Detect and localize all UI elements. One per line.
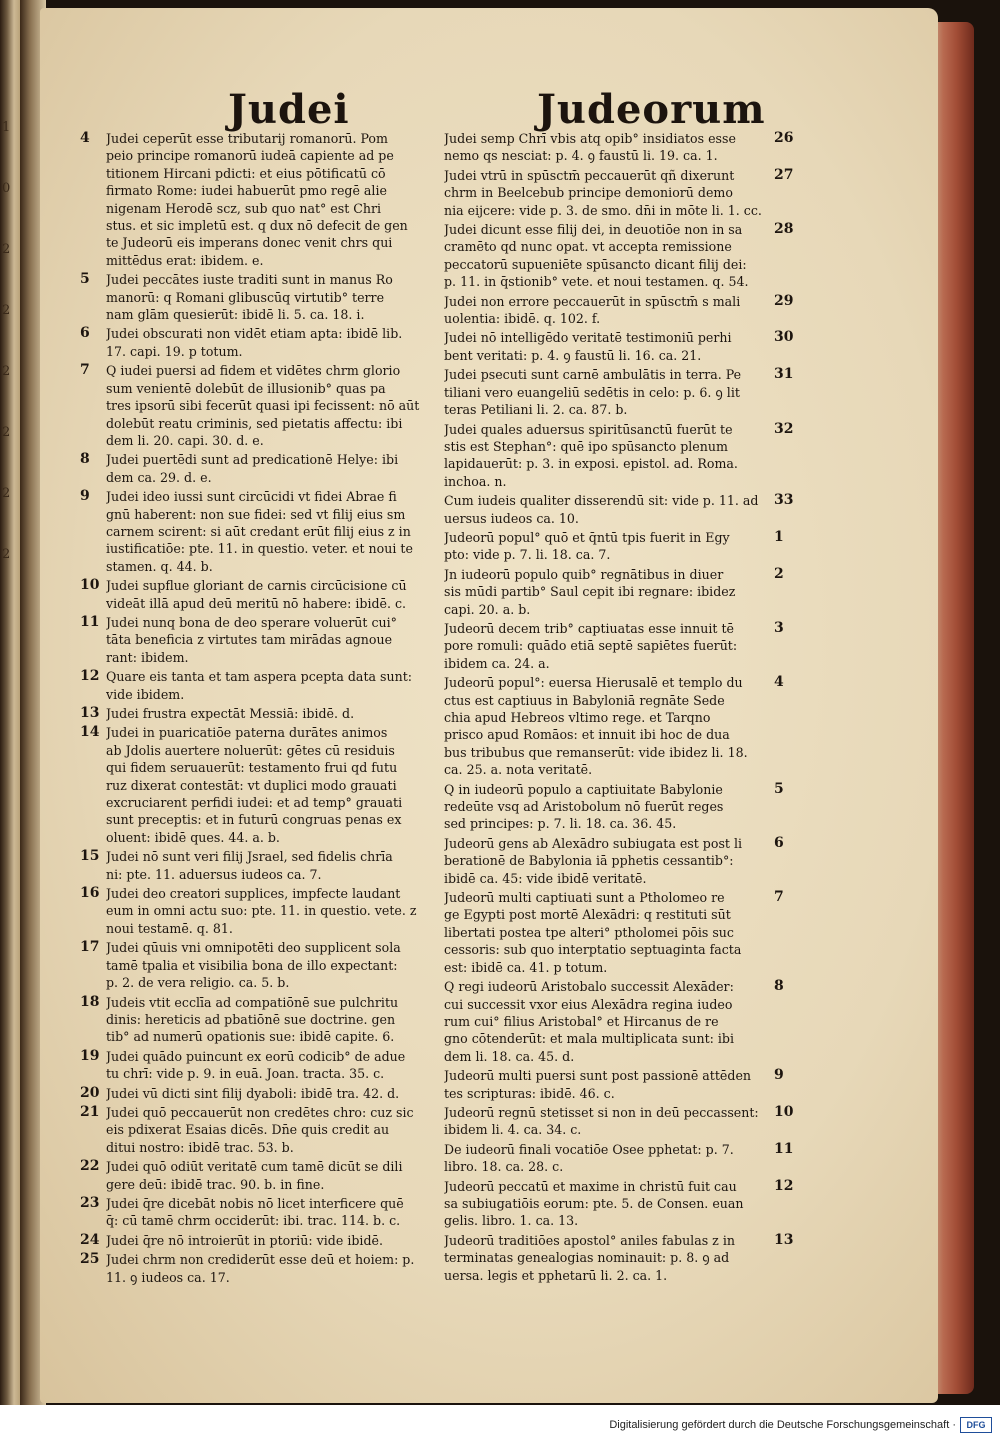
entry-line: Judei q̄re nō introierūt in ptoriū: vide ibidē. [106,1232,383,1248]
entry-line: stamen. q. 44. b. [106,558,213,574]
entry-line: peccatorū supueniēte spūsancto dicant filij dei: [444,256,747,272]
entry-line: excruciarent perfidi iudei: et ad temp° grauati [106,795,403,811]
entry-line: Judei in puaricatiōe paterna durātes animos [106,725,388,741]
index-entry [80,1085,436,1102]
entry-line: tres ipsorū sibi fecerūt quasi ipi fecissent: nō aūt [106,398,420,414]
entry-number: 8 [774,978,784,995]
entry-number: 26 [774,130,794,146]
prev-page-mark: 2 [2,364,11,379]
entry-number: 32 [774,420,794,437]
heading-right: Judeorum [537,86,766,133]
index-entry [80,362,436,449]
entry-number: 7 [774,889,784,906]
right-column [444,130,800,1286]
entry-line: Judeorū multi captiuati sunt a Ptholomeo re [444,890,725,906]
entry-line: eum in omni actu suo: pte. 11. in questio. vete. z [106,903,417,919]
entry-line: tib° ad numerū opationis sue: ibidē capite. 6. [106,1029,395,1045]
entry-line: dolebūt reatu criminis, sed pietatis affectu: ibi [106,415,403,431]
index-entry [80,1195,436,1230]
index-entry [444,674,800,778]
entry-number: 19 [80,1047,100,1064]
entry-number: 9 [80,488,90,505]
entry-line: stus. et sic impletū est. q dux nō defecit de gen [106,218,408,234]
entry-line: Judei quō odiūt veritatē cum tamē dicūt se dili [106,1159,403,1175]
entry-line: ditui nostro: ibidē trac. 53. b. [106,1139,294,1155]
index-entry [444,421,800,491]
entry-line: iustificatiōe: pte. 11. in questio. veter. et noui te [106,541,413,557]
entry-line: sa subiugatiōis eorum: pte. 5. de Consen. euan [444,1195,744,1211]
entry-line: Judei nunq bona de deo sperare voluerūt cui° [106,614,397,630]
previous-page-margin-marks [2,120,18,608]
entry-line: 11. ꝯ iudeos ca. 17. [106,1269,230,1285]
index-entry [80,705,436,722]
entry-line: Judeorū decem trib° captiuatas esse innuit tē [444,620,734,636]
entry-line: dem ca. 29. d. e. [106,469,212,485]
index-entry [80,994,436,1046]
entry-number: 5 [80,271,90,288]
entry-number: 9 [774,1067,784,1084]
entry-line: Judeorū multi puersi sunt post passionē attēden [444,1068,752,1084]
entry-number: 10 [80,577,100,594]
entry-number: 8 [80,451,90,468]
entry-number: 15 [80,848,100,865]
entry-line: rant: ibidem. [106,649,189,665]
entry-line: ab Jdolis auertere noluerūt: gētes cū residuis [106,742,395,758]
index-entry [80,668,436,703]
entry-line: Judeorū popul°: euersa Hierusalē et templo du [444,675,743,691]
entry-line: nigenam Herodē scz, sub quo nat° est Chri [106,200,382,216]
entry-line: Judeis vtit ecclīa ad compatiōnē sue pulchritu [106,994,399,1010]
entry-line: ibidem ca. 24. a. [444,655,550,671]
index-entry [80,1048,436,1083]
entry-line: terminatas genealogias nominauit: p. 8. ꝯ ad [444,1250,730,1266]
entry-line: titionem Hircani pdicti: et eius pōtificatū cō [106,165,386,181]
index-entry [80,614,436,666]
entry-line: Judei quales aduersus spiritūsanctū fuerūt te [444,421,733,437]
entry-line: Judei q̄re dicebāt nobis nō licet interficere quē [106,1195,404,1211]
entry-line: ibidē ca. 45: vide ibidē veritatē. [444,870,647,886]
entry-line: dem li. 20. capi. 30. d. e. [106,432,264,448]
entry-line: Judei non errore peccauerūt in spūsctm̄ s mali [444,293,741,309]
entry-line: Judeorū gens ab Alexādro subiugata est post li [444,835,743,851]
entry-line: cessoris: sub quo interptatio septuaginta facta [444,942,742,958]
entry-number: 5 [774,780,784,797]
entry-line: tamē tpalia et visibilia bona de illo expectant: [106,957,398,973]
entry-number: 6 [80,325,90,342]
entry-line: inchoa. n. [444,473,507,489]
entry-line: Jn iudeorū populo quib° regnātibus in diuer [444,566,724,582]
index-entry [444,978,800,1065]
entry-line: gelis. libro. 1. ca. 13. [444,1213,579,1229]
index-entry [80,577,436,612]
entry-line: ruz dixerat contestāt: vt duplici modo grauati [106,777,397,793]
entry-line: ctus est captiuus in Babyloniā regnāte Sede [444,692,725,708]
entry-number: 23 [80,1194,100,1211]
entry-line: Judei quō peccauerūt non credētes chro: cuz sic [106,1104,414,1120]
entry-line: manorū: q Romani glibuscūq virtutib° terre [106,289,385,305]
index-entry [444,835,800,887]
index-entry [444,1067,800,1102]
entry-line: pore romuli: quādo etiā septē sapiētes fuerūt: [444,638,738,654]
entry-number: 17 [80,939,100,956]
entry-line: prisco apud Romāos: et innuit ibi hoc de dua [444,727,730,743]
entry-line: chrm in Beelcebub principe demoniorū demo [444,185,733,201]
entry-line: Judei deo creatori supplices, impfecte laudant [106,886,401,902]
entry-line: berationē de Babylonia iā pphetis cessantib°: [444,853,734,869]
entry-line: p. 2. de vera religio. ca. 5. b. [106,975,290,991]
index-entry [80,325,436,360]
entry-number: 20 [80,1084,100,1101]
index-entry [80,885,436,937]
entry-line: bent veritati: p. 4. ꝯ faustū li. 16. ca. 21. [444,347,702,363]
entry-number: 4 [80,130,90,146]
index-entry [444,620,800,672]
entry-line: tu chrī: vide p. 9. in euā. Joan. tracta. 35. c. [106,1066,385,1082]
entry-line: cui successit vxor eius Alexādra regina iudeo [444,996,733,1012]
entry-line: Judeorū traditiōes apostol° aniles fabulas z in [444,1232,735,1248]
entry-line: Judeorū popul° quō et q̄ntū tpis fuerit in Egy [444,529,730,545]
entry-number: 1 [774,528,784,545]
entry-line: chia apud Hebreos vltimo rege. et Tarqno [444,710,711,725]
entry-line: qui fidem seruauerūt: testamento frui qd futu [106,760,398,776]
entry-line: Judei semp Chrī vbis atq opib° insidiatos esse [444,131,736,146]
entry-number: 28 [774,221,794,238]
entry-line: Quare eis tanta et tam aspera pcepta data sunt: [106,669,413,685]
index-entry [80,939,436,991]
entry-line: pto: vide p. 7. li. 18. ca. 7. [444,547,611,563]
index-entry [80,1104,436,1156]
prev-page-mark: 2 [2,547,11,562]
entry-line: Judei peccātes iuste traditi sunt in manus Ro [106,272,393,288]
index-entry [444,492,800,527]
entry-line: Judei psecuti sunt carnē ambulātis in terra. Pe [444,367,742,383]
entry-line: ni: pte. 11. aduersus iudeos ca. 7. [106,866,322,882]
entry-line: uersus iudeos ca. 10. [444,510,579,526]
entry-number: 13 [80,705,100,721]
entry-line: dem li. 18. ca. 45. d. [444,1048,575,1064]
entry-line: ca. 25. a. nota veritatē. [444,762,593,778]
index-entry [80,1158,436,1193]
entry-number: 6 [774,834,784,851]
entry-line: tāta beneficia z virtutes tam mirādas agnoue [106,632,393,648]
entry-line: oluent: ibidē ques. 44. a. b. [106,829,280,845]
entry-line: tes scripturas: ibidē. 46. c. [444,1085,615,1101]
entry-line: sis mūdi partib° Saul cepit ibi regnare: ibidez [444,584,736,600]
entry-line: Q iudei puersi ad fidem et vidētes chrm glorio [106,363,401,379]
previous-page-edge [0,0,20,1405]
entry-line: Cum iudeis qualiter disserendū sit: vide p. 11. ad [444,493,759,509]
entry-number: 24 [80,1231,100,1248]
index-entry [444,329,800,364]
running-headings [40,86,938,136]
dfg-logo: DFG [960,1417,992,1433]
entry-number: 11 [774,1140,794,1157]
entry-line: rum cui° filius Aristobal° et Hircanus de re [444,1013,719,1029]
entry-line: Judeorū peccatū et maxime in christū fuit cau [444,1178,737,1194]
entry-line: peio principe romanorū iudeā capiente ad pe [106,148,394,164]
entry-line: p. 11. in q̄stionib° vete. et noui testamen. q. 54. [444,274,749,290]
entry-line: eis pdixerat Esaias dicēs. Dn̄e quis credit au [106,1122,390,1138]
entry-line: De iudeorū finali vocatiōe Osee pphetat: p. 7. [444,1141,734,1157]
entry-number: 14 [80,724,100,741]
entry-line: 17. capi. 19. p totum. [106,343,243,359]
entry-line: sum venientē dolebūt de illusionib° quas pa [106,380,386,396]
entry-number: 22 [80,1158,100,1175]
index-entry [444,1141,800,1176]
entry-line: uolentia: ibidē. q. 102. f. [444,311,601,327]
index-entry [444,1232,800,1284]
entry-line: videāt illā apud deū meritū nō habere: ibidē. c. [106,595,407,611]
entry-number: 25 [80,1251,100,1268]
entry-line: mittēdus erat: ibidem. e. [106,252,264,268]
footer-credit: Digitalisierung gefördert durch die Deutsche Forschungsgemeinschaft · [609,1419,956,1431]
entry-number: 10 [774,1103,794,1120]
entry-line: libro. 18. ca. 28. c. [444,1159,564,1175]
prev-page-mark: 1 [2,120,11,135]
entry-line: Q in iudeorū populo a captiuitate Babylonie [444,781,723,797]
entry-number: 29 [774,292,794,309]
index-entry [444,167,800,219]
index-entry [444,221,800,291]
index-entry [80,271,436,323]
entry-line: ibidem li. 4. ca. 34. c. [444,1122,582,1138]
index-entry [444,529,800,564]
entry-line: Judei nō intelligēdo veritatē testimoniū perhi [444,330,732,346]
entry-line: Judei vtrū in spūsctm̄ peccauerūt qñ dixerunt [444,167,735,183]
index-entry [444,1104,800,1139]
entry-number: 12 [774,1177,794,1194]
entry-line: bus tribubus que remanserūt: vide ibidez li. 18. [444,744,748,760]
entry-number: 2 [774,565,784,582]
prev-page-mark: 0 [2,181,11,196]
entry-line: Q regi iudeorū Aristobalo successit Alexāder: [444,979,734,995]
entry-line: tiliani vero euangeliū sedētis in celo: p. 6. ꝯ lit [444,384,740,400]
index-entry [444,1178,800,1230]
entry-line: te Judeorū eis imperans donec venit chrs qui [106,235,393,251]
entry-number: 16 [80,885,100,902]
entry-line: nia eijcere: vide p. 3. de smo. dn̄i in mōte li. 1. cc. [444,202,762,218]
entry-line: Judei dicunt esse filij dei, in deuotiōe non in sa [444,222,743,238]
entry-line: vide ibidem. [106,686,185,702]
entry-line: gno cōtenderūt: et mala multiplicata sunt: ibi [444,1031,735,1047]
index-entry [80,130,436,269]
prev-page-mark: 2 [2,486,11,501]
entry-line: nemo qs nesciat: p. 4. ꝯ faustū li. 19. ca. 1. [444,148,718,164]
index-entry [80,451,436,486]
entry-number: 3 [774,619,784,636]
footer-bar [0,1405,1000,1440]
entry-number: 7 [80,362,90,379]
index-entry [444,889,800,976]
prev-page-mark: 2 [2,425,11,440]
entry-line: Judei puertēdi sunt ad predicationē Helye: ibi [106,452,399,468]
entry-number: 11 [80,613,100,630]
entry-line: firmato Rome: iudei habuerūt pmo regē alie [106,183,387,199]
index-entry [444,781,800,833]
entry-line: redeūte vsq ad Aristobolum nō fuerūt reges [444,799,724,815]
entry-line: nam glām quesierūt: ibidē li. 5. ca. 18. i. [106,307,365,323]
entry-line: ge Egypti post mortē Alexādri: q restituti sūt [444,907,731,923]
entry-line: capi. 20. a. b. [444,601,531,617]
entry-line: Judei supflue gloriant de carnis circūcisione cū [106,578,407,594]
entry-line: Judei obscurati non vidēt etiam apta: ibidē lib. [106,326,403,342]
entry-number: 4 [774,674,784,691]
index-entry [444,293,800,328]
prev-page-mark: 2 [2,303,11,318]
entry-line: est: ibidē ca. 41. p totum. [444,959,608,975]
entry-line: Judeorū regnū stetisset si non in deū peccassent: [444,1104,759,1120]
entry-number: 12 [80,668,100,685]
index-entry [444,566,800,618]
entry-line: Judei ideo iussi sunt circūcidi vt fidei Abrae fi [106,489,397,505]
entry-number: 18 [80,993,100,1010]
entry-number: 30 [774,329,794,346]
index-entry [444,366,800,418]
entry-line: sunt preceptis: et in futurū congruas penas ex [106,812,402,828]
entry-line: dinis: hereticis ad pbatiōnē sue doctrine. gen [106,1011,396,1027]
entry-line: stis est Stephan°: quē ipo spūsancto plenum [444,438,728,454]
entry-line: cramēto qd nunc opat. vt accepta remissione [444,239,732,255]
index-entry [444,130,800,165]
entry-line: Judei nō sunt veri filij Jsrael, sed fidelis chrīa [106,849,393,865]
index-entry [80,1251,436,1286]
entry-line: sed principes: p. 7. li. 18. ca. 36. 45. [444,816,677,832]
entry-number: 13 [774,1231,794,1248]
prev-page-mark: 2 [2,242,11,257]
entry-line: Judei quādo puincunt ex eorū codicib° de adue [106,1048,406,1064]
entry-number: 33 [774,492,794,509]
index-entry [80,724,436,846]
index-entry [80,1232,436,1249]
entry-line: carnem scirent: si aūt credant erūt filij eius z in [106,523,411,539]
left-column [80,130,436,1288]
entry-line: Judei chrm non crediderūt esse deū et hoiem: p. [106,1252,415,1268]
entry-line: Judei vū dicti sint filij dyaboli: ibidē tra. 42. d. [106,1085,400,1101]
entry-line: q̄: cū tamē chrm occiderūt: ibi. trac. 114. b. c. [106,1213,401,1229]
entry-line: libertati postea tpe alteri° ptholomei pōis suc [444,924,734,940]
heading-left: Judei [228,86,350,133]
entry-number: 21 [80,1103,100,1120]
entry-number: 27 [774,166,794,183]
entry-line: Judei qūuis vni omnipotēti deo supplicent sola [106,940,401,956]
entry-line: teras Petiliani li. 2. ca. 87. b. [444,402,628,418]
entry-line: Judei frustra expectāt Messiā: ibidē. d. [106,706,355,721]
entry-line: gnū haberent: non sue fidei: sed vt filij eius sm [106,506,406,522]
index-entry [80,848,436,883]
entry-line: lapidauerūt: p. 3. in exposi. epistol. ad. Roma. [444,456,738,472]
entry-line: Judei ceperūt esse tributarij romanorū. Pom [106,131,388,146]
index-entry [80,488,436,575]
entry-line: noui testamē. q. 81. [106,920,233,936]
entry-number: 31 [774,366,794,383]
entry-line: uersa. legis et pphetarū li. 2. ca. 1. [444,1267,668,1283]
entry-line: gere deū: ibidē trac. 90. b. in fine. [106,1176,325,1192]
